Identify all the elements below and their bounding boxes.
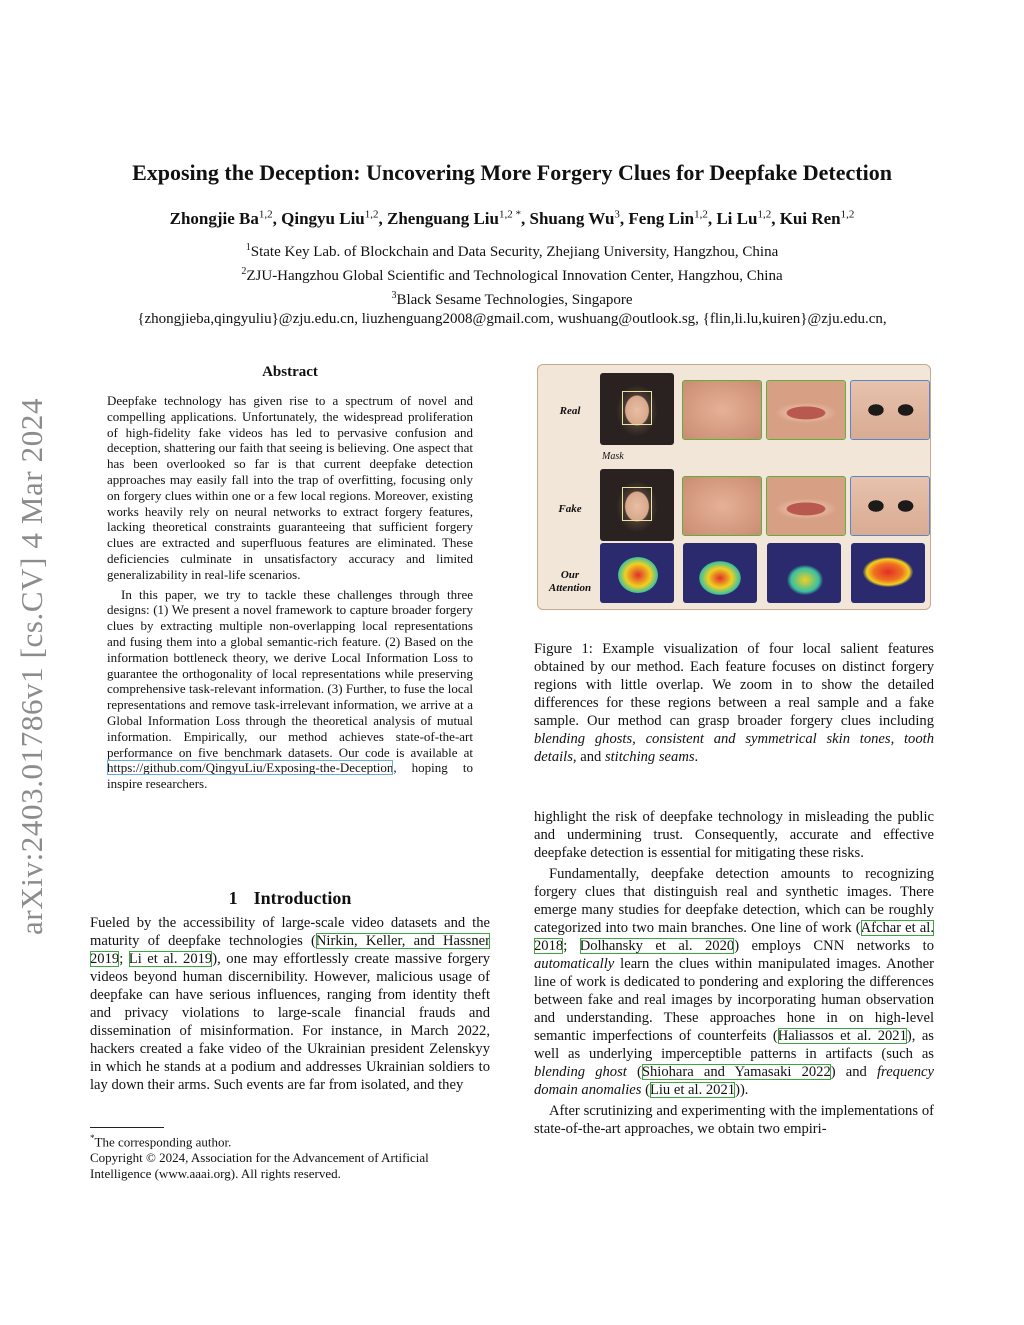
row-label-attention: Our Attention <box>548 569 592 594</box>
citation-nirkin-2019[interactable]: Nirkin, Keller, and Hassner 2019 <box>90 933 490 967</box>
fake-cheek-crop <box>683 477 761 535</box>
author-name: Zhongjie Ba$^{1,2}$, <box>169 208 282 228</box>
introduction-body: Fueled by the accessibility of large-scale video datasets and the maturity of deepfake technologies (Nirkin, Keller, and Hassner 2019; Li et al. 2019), one may effortlessly create massive forgery videos beyond human discernibility. However, malicious usage of deepfake can have serious influences, ranging from identity theft and privacy violations to large-scale financial frauds and dissemination of misinformation. For instance, in March 2022, hackers created a fake video of the Ukrainian president Zelenskyy in which he stands at a podium and addresses Ukrainian soldiers to lay down their arms. Such events are far from isolated, and they <box>90 915 491 1093</box>
fake-face-image <box>600 469 674 541</box>
mask-label: Mask <box>602 451 624 462</box>
code-repository-link[interactable]: https://github.com/QingyuLiu/Exposing-the-Deception <box>107 760 394 776</box>
author-name: Li Lu$^{1,2}$, <box>716 208 780 228</box>
abstract-paragraph-2: In this paper, we try to tackle these challenges through three designs: (1) We present a novel framework to capture broader forgery clues by extracting multiple non-overlapping local representations and fusing them into a global semantic-rich feature. (2) Based on the information bottleneck theory, we derive Local Information Loss to guarantee the orthogonality of local representations while preserving comprehensive task-relevant information. (3) Further, to fuse the local representations and remove task-irrelevant information, we arrive at a Global Information Loss through the theoretical analysis of mutual information. Empirically, our method achieves state-of-the-art performance on five benchmark datasets. Our code is available at https://github.com/QingyuLiu/Exposing-the-Deception, hoping to inspire researchers. <box>107 586 473 792</box>
affiliation-3: $^3$Black Sesame Technologies, Singapore <box>391 290 633 308</box>
right-paragraph-3: After scrutinizing and experimenting with the implementations of state-of-the-art approaches, we obtain two empiri- <box>534 1103 934 1137</box>
footnote-rule <box>90 1127 164 1128</box>
citation-li-2019[interactable]: Li et al. 2019 <box>128 951 213 967</box>
citation-shiohara-2022[interactable]: Shiohara and Yamasaki 2022 <box>641 1064 831 1080</box>
citation-afchar-2018[interactable]: Afchar et al. 2018 <box>534 920 934 954</box>
author-name: Zhenguang Liu$^{1,2 *}$, <box>387 208 530 228</box>
copyright-notice: Copyright © 2024, Association for the Advancement of Artificial Intelligence (www.aaai.org). All rights reserved. <box>90 1150 429 1182</box>
paper-title: Exposing the Deception: Uncovering More Forgery Clues for Deepfake Detection <box>132 160 892 185</box>
abstract-paragraph-1: Deepfake technology has given rise to a spectrum of novel and compelling applications. Unfortunately, the widespread proliferation of high-fidelity fake videos has led to pervasive confusion and deception, shattering our faith that seeing is believing. One aspect that has been overlooked so far is that current deepfake detection approaches may easily fall into the trap of overfitting, focusing only on forgery clues within one or a few local regions. Moreover, existing works heavily rely on neural networks to extract forgery features, lacking theoretical constraints guaranteeing that sufficient forgery clues are extracted and superfluous features are eliminated. These deficiencies culminate in unsatisfactory accuracy and limited generalizability in real-life scenarios. <box>107 393 473 582</box>
figure-1 <box>537 364 931 610</box>
right-paragraph-1: highlight the risk of deepfake technology in misleading the public and undermining trust. Consequently, accurate and effective deepfake detection is essential for mitigating these risks. <box>534 809 934 861</box>
row-label-real: Real <box>559 405 581 417</box>
attention-map-4 <box>851 543 925 603</box>
citation-dolhansky-2020[interactable]: Dolhansky et al. 2020 <box>579 938 735 954</box>
affiliation-2: $^2$ZJU-Hangzhou Global Scientific and Technological Innovation Center, Hangzhou, China <box>241 266 783 284</box>
figure-1-caption: Figure 1: Example visualization of four local salient features obtained by our method. Each feature focuses on distinct forgery regions with little overlap. We zoom in to show the detailed differences for these regions between a real sample and a fake sample. Our method can grasp broader forgery clues including blending ghosts, consistent and symmetrical skin tones, tooth details, and stitching seams. <box>534 641 934 765</box>
affiliations <box>0 238 1024 329</box>
author-name: Kui Ren$^{1,2}$ <box>779 208 855 228</box>
abstract-body <box>107 393 473 792</box>
real-cheek-crop <box>683 381 761 439</box>
footnote <box>90 1130 490 1182</box>
affiliation-1: $^1$State Key Lab. of Blockchain and Data Security, Zhejiang University, Hangzhou, China <box>245 242 779 260</box>
author-list <box>0 208 1024 229</box>
author-name: Shuang Wu$^3$, <box>529 208 629 228</box>
arxiv-identifier: arXiv:2403.01786v1 [cs.CV] 4 Mar 2024 <box>14 397 49 935</box>
attention-map-1 <box>600 543 674 603</box>
author-name: Qingyu Liu$^{1,2}$, <box>281 208 388 228</box>
introduction-heading: 1 Introduction <box>228 888 352 908</box>
real-face-image <box>600 373 674 445</box>
attention-map-2 <box>683 543 757 603</box>
fake-eyes-crop <box>851 477 929 535</box>
real-eyes-crop <box>851 381 929 439</box>
abstract-heading: Abstract <box>262 364 318 380</box>
right-column-body <box>534 808 934 1138</box>
author-emails: {zhongjieba,qingyuliu}@zju.edu.cn, liuzhenguang2008@gmail.com, wushuang@outlook.sg, {flin,li.lu,kuiren}@zju.edu.cn, <box>137 311 887 327</box>
citation-haliassos-2021[interactable]: Haliassos et al. 2021 <box>777 1028 907 1044</box>
citation-liu-2021[interactable]: Liu et al. 2021 <box>649 1082 736 1098</box>
attention-map-3 <box>767 543 841 603</box>
real-lips-crop <box>767 381 845 439</box>
footnote-corresponding: *The corresponding author. <box>90 1133 232 1150</box>
right-paragraph-2: Fundamentally, deepfake detection amounts to recognizing forgery clues that distinguish real and synthetic images. There emerge many studies for deepfake detection, which can be roughly categorized into two main branches. One line of work (Afchar et al. 2018; Dolhansky et al. 2020) employs CNN networks to automatically learn the clues within manipulated images. Another line of work is dedicated to pondering and exploring the differences between fake and real images by incorporating human observation and understanding. These approaches hone in on high-level semantic imperfections of counterfeits (Haliassos et al. 2021), as well as underlying imperceptible patterns in artifacts (such as blending ghost (Shiohara and Yamasaki 2022) and frequency domain anomalies (Liu et al. 2021)). <box>534 866 934 1098</box>
row-label-fake: Fake <box>558 503 582 515</box>
author-name: Feng Lin$^{1,2}$, <box>628 208 717 228</box>
fake-lips-crop <box>767 477 845 535</box>
